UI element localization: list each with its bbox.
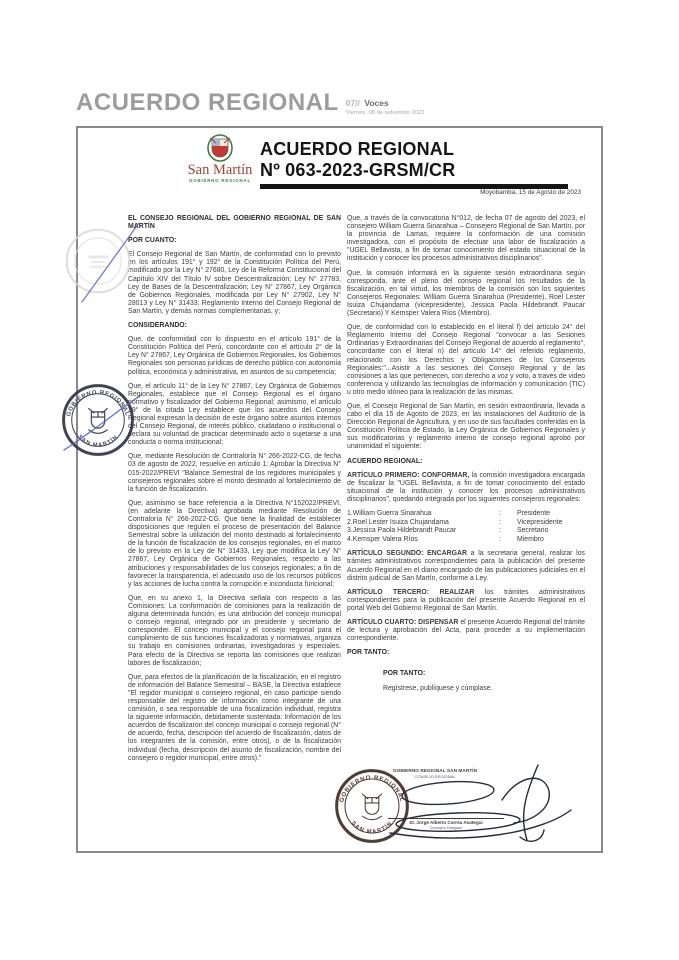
seal-coat-of-arms-icon (88, 408, 107, 433)
coat-of-arms-icon (207, 134, 233, 162)
article-lead: ARTÍCULO TERCERO: REALIZAR (347, 588, 475, 596)
paragraph: Que, la comisión informará en la siguiente sesión extraordinaria según corresponda, ante el pleno del consejo regional los resultados de la fiscalización, en tal virtud, los miembros de la comisión son los siguientes Consejeros Regionales: William Guerra Sinarahua (Presidente), Roel Lester Isuiza Chujandama (vicepresidente), Jessica Paola Hildebrandt Paucar (Secretario) Y Kemsper Valera Ríos (Miembro). (347, 269, 585, 318)
document-title (260, 139, 455, 181)
paragraph: Que, el artículo 11° de la Ley N° 27867, Ley Orgánica de Gobiernos Regionales, establece que el Consejo Regional es el órgano normativo y fiscalizador del Gobierno Regional; asimismo, el artículo 39° de la citada Ley establece que los acuerdos del Consejo Regional expresan la decisión de este órgano sobre asuntos internos del Consejo Regional, de interés público, ciudadano o institucional o declara su voluntad de practicar determinado acto o sujetarse a una conducta o norma institucional; (128, 382, 341, 447)
member-name: 2.Roel Lester Isuiza Chujandama (347, 518, 449, 526)
paragraph: Que, de conformidad con lo establecido en el literal f) del artículo 24° del Reglamento Interno del Consejo Regional "convocar a las Sesiones Ordinarias y Extraordinarias del Consejo Regional de acuerdo al reglamento", concordante con el literal n) del artículo 14° del referido reglamento, relacionado con los Derechos y Obligaciones de los Consejeros Regionales:"...Asistir a las sesiones del Consejo Regional y de las comisiones a las que pertenecen, con derecho a voz y voto, a través de video conferencia y utilizando las tecnologías de información y comunicación (TIC) u otro medio idóneo para la realización de las mismas. (347, 324, 585, 396)
signature-org-line1: GOBIERNO REGIONAL SAN MARTÍN (392, 769, 478, 774)
article-text: el presente Acuerdo Regional del trámite de lectura y aprobación del Acta, para proceder a su implementación correspondiente. (347, 619, 585, 643)
signer-name: Sr. Jorge Alberto Correa Asategui (409, 820, 483, 825)
closing-formula: Regístrese, publíquese y cúmplase. (383, 684, 493, 692)
por-tanto-label: POR TANTO: (347, 649, 390, 657)
svg-text:SAN MARTÍN (76, 434, 119, 449)
paragraph: El Consejo Regional de San Martín, de conformidad con lo previsto en los artículos 191° y 192° de la Constitución Política del Perú, modificado por la Ley N° 27680, Ley de la Reforma Constitucional del Capítulo XIV del Título IV sobre Descentralización; Ley N° 27783, Ley de Bases de la Descentralización; Ley N° 27867, Ley Orgánica de Gobiernos Regionales, modificada por Ley N° 27902, Ley N° 28013 y Ley N° 31433; Reglamento Interno del Consejo Regional de San Martín, y demás normas complementarias, y; (128, 251, 341, 315)
member-role: Secretario (517, 527, 549, 535)
signer-role: Consejero Delegado (429, 825, 463, 830)
article-lead: ARTÍCULO CUARTO: DISPENSAR (347, 619, 459, 627)
member-row (347, 519, 585, 528)
signature-org-line2: CONSEJO REGIONAL (414, 773, 456, 779)
member-name: 1.William Guerra Sinarahua (347, 510, 432, 517)
por-cuanto-label: POR CUANTO: (128, 237, 177, 245)
paragraph: Que, mediante Resolución de Contraloría N° 266-2022-CG, de fecha 03 de agosto de 2022, resuelve en artículo 1: Aprobar la Directiva N° 015-2022/PREVI "Balance Semestral de los regidores municipales y consejeros regionales sobre el monto destinado al fortalecimiento de la función de fiscalización. (128, 453, 341, 493)
member-separator: : (499, 535, 501, 543)
paragraph: Que, de conformidad con lo dispuesto en el artículo 191° de la Constitución Política del Perú, concordante con el artículo 2° de la Ley N° 27867, Ley Orgánica de Gobiernos Regionales, los Gobiernos Regionales son personas jurídicas de derecho público con autonomía política, económica y administrativa, en asuntos de su competencia; (128, 336, 341, 376)
faint-round-stamp (64, 227, 132, 295)
logo-org-name: GOBIERNO REGIONAL (189, 178, 251, 184)
masthead (76, 90, 425, 118)
seal-ring-bottom-text: SAN MARTÍN (349, 820, 395, 836)
svg-text:SAN MARTÍN (350, 820, 394, 835)
member-role: Miembro (517, 535, 544, 543)
member-name: 4.Kemsper Valera Ríos (347, 535, 418, 543)
member-row (347, 510, 585, 519)
paragraph: Que, asimismo se hace referencia a la Directiva N°152022/PREVI, (en adelante la Directiva) aprobada mediante Resolución de Contraloría N° 266-2022-CG. Que tiene la finalidad de establecer disposiciones que regulen el proceso de presentación del Balance Semestral sobre la utilización del monto destinado al fortalecimiento de la función de fiscalización de los consejos regionales, en el marco de lo previsto en la Ley de N° 31433, Ley que modifica la Ley' N° 27867, Ley Orgánica de Gobiernos Regionales, respecto a las atribuciones y responsabilidades de los consejos regionales; a fin de favorecer la transparencia, el adecuado uso de los recursos públicos y las acciones de lucha contra la corrupción e inconducta funcional; (128, 499, 341, 588)
seal-ring-bottom-text: SAN MARTÍN (76, 433, 120, 449)
commission-members-list (347, 510, 585, 544)
considerando-label: CONSIDERANDO: (128, 322, 187, 330)
document-title-line2: Nº 063-2023-GRSM/CR (260, 160, 456, 180)
council-heading: EL CONSEJO REGIONAL DEL GOBIERNO REGIONAL DE SAN MARTÍN (128, 215, 341, 231)
article-text: los trámites administrativos correspondientes para la publicación del presente Acuerdo Regional en el portal Web del Gobierno Regional de San Martín. (347, 588, 585, 612)
publication-brand: Voces (364, 98, 389, 108)
issue-number: 07// (345, 98, 360, 108)
acuerdo-regional-label: ACUERDO REGIONAL: (347, 457, 423, 465)
right-column (347, 215, 585, 699)
publication-date: Viernes, 08 de setiembre 2023 (345, 110, 425, 116)
signature-round-seal (334, 768, 410, 844)
article-text: la comisión investigadora encargada de fiscalizar la "UGEL Bellavista, a fin de tomar conocimiento del estado situacional de la institución y conocer los procesos administrativos disciplinarios", quedando integrada por los siguientes consejeros regionales: (347, 471, 586, 503)
member-name: 3.Jessica Paola Hildebrandt Paucar (347, 527, 457, 535)
member-separator: : (499, 510, 501, 517)
paragraph: Que, el Consejo Regional de San Martín, en sesión extraordinaria, llevada a cabo el día 15 de Agosto de 2023, en las instalaciones del Auditorio de la Dirección Regional de Agricultura, y en uso de sus facultades conferidas en la Constitución Política de Estado, la Ley Orgánica de Gobiernos Regionales y sus modificatorias y reglamento interno de consejo regional aprobó por unanimidad el siguiente: (347, 402, 585, 451)
por-tanto-center: POR TANTO: (383, 670, 426, 678)
paragraph: Que, en su anexo 1, la Directiva señala con respecto a las Comisiones: La conformación de comisiones para la realización de alguna determinada función, es una atribución del concejo municipal o consejo regional, integrado por un presidente y secretario de corresponder. El concejo municipal y el consejo regional para el cumplimiento de sus funciones fiscalizadoras y normativas, organiza su trabajo en comisiones ordinarias, investigadoras y especiales. Para efecto de la Directiva se reporta las comisiones que realizan labores de fiscalización; (128, 594, 341, 667)
article-lead: ARTÍCULO SEGUNDO: ENCARGAR (347, 550, 467, 558)
paragraph: Que, para efectos de la planificación de la fiscalización, en el registro de información del Balance Semestral – BASE, la Directiva establece "El regidor municipal o consejero regional, en caso participe siendo responsable del registro de información como integrante de una comisión, o sea responsable de una fiscalización individual, registra la siguiente información, debidamente sustentada: Información de los acuerdos de fiscalizaron del concejo municipal o consejo regional (N° de acuerdo, fecha, descripción del acuerdo de fiscalización, datos de los integrantes de la comisión, entre otros), o de la fiscalización individual (fecha, descripción del asunto de fiscalización, nombre del consejero o regidor municipal, entre otros)." (128, 673, 341, 762)
masthead-title: ACUERDO REGIONAL (76, 89, 339, 116)
member-row (347, 527, 585, 536)
logo-region-name: San Martín (187, 162, 253, 178)
member-separator: : (499, 527, 501, 535)
article-segundo (347, 550, 585, 582)
place-dateline: Moyobamba, 15 de Agosto de 2023 (480, 189, 581, 196)
document-title-line1: ACUERDO REGIONAL (260, 139, 455, 159)
article-lead: ARTÍCULO PRIMERO: CONFORMAR, (347, 471, 470, 479)
navy-round-seal (61, 383, 135, 457)
article-text: a la secretaria general, realizar los trámites administrativos correspondientes para la publicación del presente Acuerdo Regional en el diario encargado de las publicaciones judiciales en el distrito judicial de San Martín, conforme a Ley. (347, 550, 585, 582)
document-frame (76, 126, 603, 853)
letterhead-logo (170, 134, 270, 184)
seal-ring-top-text: GOBIERNO REGIONAL (338, 774, 406, 804)
seal-ring-top-text: GOBIERNO REGIONAL (65, 390, 131, 418)
article-tercero (347, 589, 585, 613)
member-separator: : (499, 518, 501, 526)
member-role: Vicepresidente (517, 518, 563, 526)
article-primero (347, 472, 585, 504)
left-column (128, 215, 341, 769)
member-role: Presidente (517, 510, 550, 517)
article-cuarto (347, 619, 585, 643)
paragraph: Que, a través de la convocatoria N°012, de fecha 07 de agosto del 2023, el consejero William Guerra Sinarahua – Consejero Regional de San Martín, por la provincia de Lamas, requiere la conformación de una comisión investigadora, con el propósito de efectuar una labor de fiscalización a "UGEL Bellavista, a fin de tomar conocimiento del estado situacional de la institución y conocer los procesos administrativos disciplinarios". (347, 215, 585, 263)
member-row (347, 536, 585, 545)
seal-coat-of-arms-icon (362, 794, 382, 820)
masthead-issue-block (346, 90, 425, 118)
